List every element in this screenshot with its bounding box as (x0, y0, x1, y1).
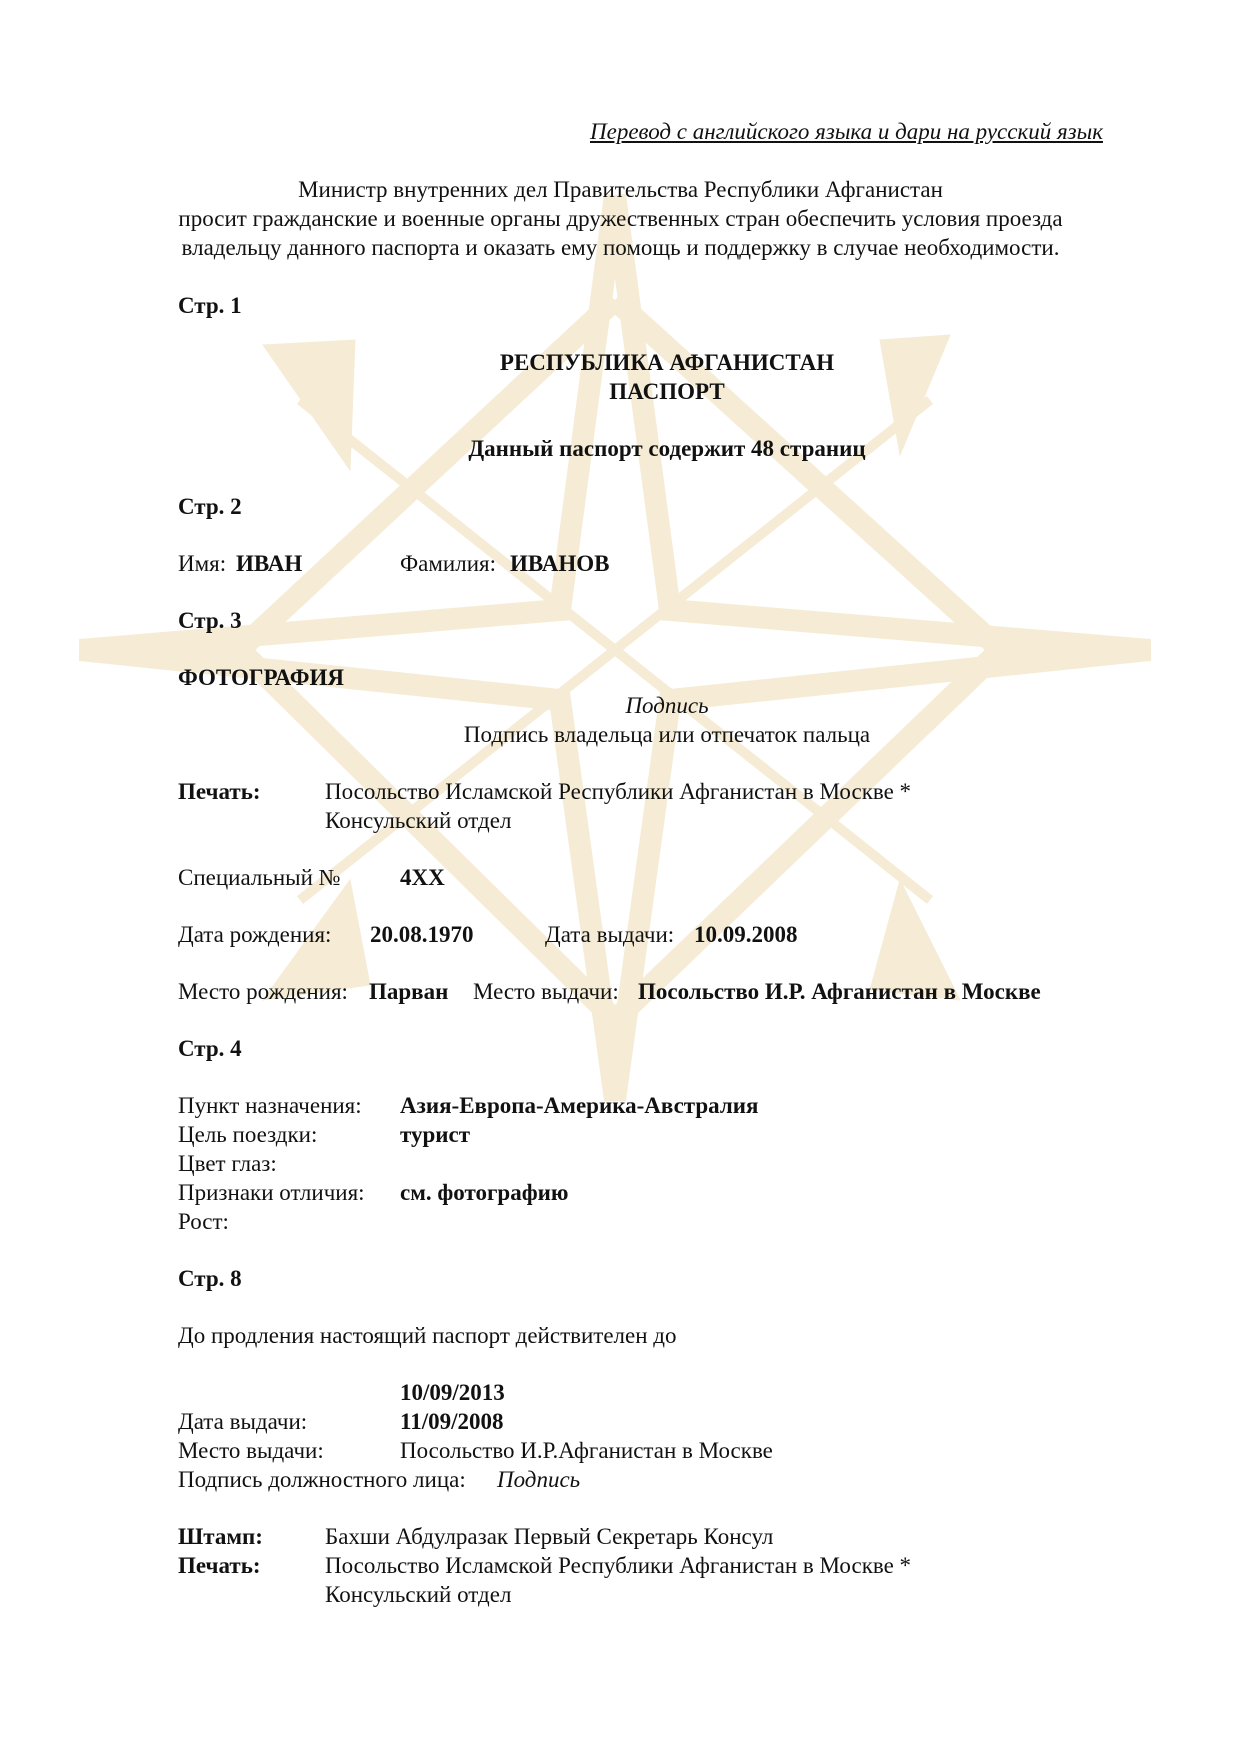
renewal-seal-label: Печать: (178, 1553, 261, 1578)
surname-value: ИВАНОВ (510, 551, 610, 576)
intro-line-1: Министр внутренних дел Правительства Республики Афганистан (298, 177, 943, 202)
marks-label: Признаки отличия: (178, 1180, 365, 1205)
photo-label: ФОТОГРАФИЯ (178, 665, 345, 690)
destination-value: Азия-Европа-Америка-Австралия (400, 1093, 759, 1118)
valid-until-value: 10/09/2013 (400, 1380, 505, 1405)
eye-color-label: Цвет глаз: (178, 1151, 277, 1176)
seal-line-2: Консульский отдел (325, 808, 512, 833)
country-title: РЕСПУБЛИКА АФГАНИСТАН (499, 350, 835, 375)
intro-line-2: просит гражданские и военные органы дружественных стран обеспечить условия проезда (178, 206, 1063, 231)
pob-label: Место рождения: (178, 979, 348, 1004)
renewal-place-value: Посольство И.Р.Афганистан в Москве (400, 1438, 773, 1463)
purpose-value: турист (400, 1122, 471, 1147)
signature-caption: Подпись владельца или отпечаток пальца (463, 722, 871, 747)
renewal-seal-line-2: Консульский отдел (325, 1582, 512, 1607)
surname-label: Фамилия: (400, 551, 496, 576)
special-number-label: Специальный № (178, 865, 341, 890)
renewal-seal-line-1: Посольство Исламской Республики Афганистан в Москве * (325, 1553, 912, 1578)
official-signature-label: Подпись должностного лица: (178, 1467, 466, 1492)
official-signature-value: Подпись (497, 1467, 581, 1492)
name-label: Имя: (178, 551, 227, 576)
special-number-value: 4XX (400, 865, 445, 890)
marks-value: см. фотографию (400, 1180, 569, 1205)
name-value: ИВАН (236, 551, 303, 576)
validity-text: До продления настоящий паспорт действителен до (178, 1323, 677, 1348)
renewal-place-label: Место выдачи: (178, 1438, 324, 1463)
page-heading-2: Стр. 2 (178, 494, 242, 519)
intro-line-3: владельцу данного паспорта и оказать ему помощь и поддержку в случае необходимости. (181, 235, 1060, 260)
dob-value: 20.08.1970 (370, 922, 474, 947)
translation-note: Перевод с английского языка и дари на русский язык (590, 119, 1103, 144)
seal-line-1: Посольство Исламской Республики Афганистан в Москве * (325, 779, 912, 804)
issue-date-label: Дата выдачи: (545, 922, 675, 947)
seal-label: Печать: (178, 779, 261, 804)
dob-label: Дата рождения: (178, 922, 332, 947)
page-heading-4: Стр. 4 (178, 1036, 242, 1061)
stamp-value: Бахши Абдулразак Первый Секретарь Консул (325, 1524, 774, 1549)
pob-value: Парван (369, 979, 449, 1004)
destination-label: Пункт назначения: (178, 1093, 362, 1118)
renewal-issue-label: Дата выдачи: (178, 1409, 308, 1434)
signature-word: Подпись (625, 693, 709, 718)
height-label: Рост: (178, 1209, 229, 1234)
page-heading-1: Стр. 1 (178, 293, 242, 318)
poi-label: Место выдачи: (473, 979, 619, 1004)
renewal-issue-value: 11/09/2008 (400, 1409, 504, 1434)
stamp-label: Штамп: (178, 1524, 263, 1549)
page-heading-8: Стр. 8 (178, 1266, 242, 1291)
issue-date-value: 10.09.2008 (694, 922, 798, 947)
passport-title: ПАСПОРТ (609, 379, 725, 404)
page-heading-3: Стр. 3 (178, 608, 242, 633)
pages-count-note: Данный паспорт содержит 48 страниц (468, 436, 866, 461)
poi-value: Посольство И.Р. Афганистан в Москве (638, 979, 1041, 1004)
purpose-label: Цель поездки: (178, 1122, 318, 1147)
